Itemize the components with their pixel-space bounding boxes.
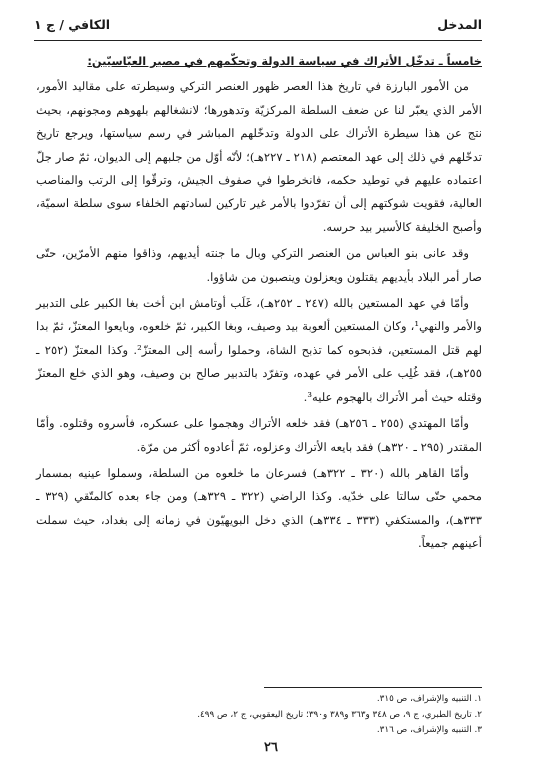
footnotes <box>120 692 482 739</box>
footnote-1: ١. التنبيه والإشراف، ص ٣١٥. <box>376 694 482 704</box>
paragraph-1: من الأمور البارزة في تاريخ هذا العصر ظهور العنصر التركي وسيطرته على مقاليد الأمور، الأمر الذي يعبّر لنا عن ضعف السلطة المركزيّة وتدهورها؛ لانشغالهم بلهوهم ومجونهم، بحيث نتج عن هذا سيطرة الأتراك على الدولة وتدخّلهم المباشر في رسم سياستها، ويرجع تاريخ تدخّلهم في ذلك إلى عهد المعتصم (٢١٨ ـ ٢٢٧هـ)؛ لأنّه أوّل من جلبهم إلى الديوان، ثمّ صار جلّ اعتماده عليهم في توطيد حكمه، فانخرطوا في صفوف الجيش، وترقّوا إلى الرتب والمناصب العالية، فقويت شوكتهم إلى أن تفرّدوا بالأمر غير تاركين لسادتهم الخلفاء سوى سلطة اسميّة، وأصبح الخليفة كالأسير بيد حرسه. <box>36 79 482 234</box>
paragraph-5: وأمّا القاهر بالله (٣٢٠ ـ ٣٢٢هـ) فسرعان ما خلعوه من السلطة، وسملوا عينيه بمسمار محمي حتّى سالتا على خدّيه. وكذا الراضي (٣٢٢ ـ ٣٢٩هـ) ومن جاء بعده كالمتّقي (٣٢٩ ـ ٣٣٣هـ)، والمستكفي (٣٣٣ ـ ٣٣٤هـ) الذي دخل البويهيّون في زمانه إلى بغداد، حيث سملت أعينهم جميعاً. <box>36 465 482 551</box>
paragraph-2: وقد عانى بنو العباس من العنصر التركي وبال ما جنته أيديهم، وذاقوا منهم الأمرّين، حتّى صار أمر البلاد بأيديهم يقتلون ويعزلون وينصبون من شاؤوا. <box>36 246 482 284</box>
paragraph-3: وأمّا في عهد المستعين بالله (٢٤٧ ـ ٢٥٢هـ)، غَلَب أوتامش ابن أخت بغا الكبير على التدبير والأمر والنهي¹، وكان المستعين ألعوبة بيد وصيف، وبغا الكبير، ثمّ خلعوه، وبايعوا المعتزّ، ثمّ بدا لهم قتل المستعين، فذبحوه كما تذبح الشاة، وحملوا رأسه إلى المعتزّ². وكذا المعتزّ (٢٥٢ ـ ٢٥٥هـ)، فقد غُلِب على الأمر في عهده، وتفرّد بالتدبير صالح بن وصيف، وهو الذي خلع المعتزّ وقتله حيث أمر الأتراك بالهجوم عليه³. <box>36 296 482 404</box>
page-body <box>36 50 482 556</box>
chapter-title: المدخل <box>437 17 482 32</box>
header-rule <box>34 40 482 41</box>
section-heading: خامساً ـ تدخّل الأتراك في سياسة الدولة وتحكّمهم في مصير العبّاسيّين: <box>87 54 482 68</box>
footnote-rule <box>264 687 482 688</box>
footnote-2: ٢. تاريخ الطبري، ج ٩، ص ٣٤٨ و٣٦٣ و٣٨٩ و٣٩٠؛ تاريخ اليعقوبي، ج ٢، ص ٤٩٩. <box>197 709 482 720</box>
page-number: ٢٦ <box>264 740 278 755</box>
running-header <box>34 17 482 39</box>
book-title: الكافي / ج ١ <box>34 17 111 32</box>
paragraph-4: وأمّا المهتدي (٢٥٥ ـ ٢٥٦هـ) فقد خلعه الأتراك وهجموا على عسكره، فأسروه وقتلوه. وأمّا المقتدر (٢٩٥ ـ ٣٢٠هـ) فقد بايعه الأتراك وعزلوه، ثمّ أعادوه أكثر من مرّة. <box>36 416 482 454</box>
footnote-3: ٣. التنبيه والإشراف، ص ٣١٦. <box>376 725 482 735</box>
